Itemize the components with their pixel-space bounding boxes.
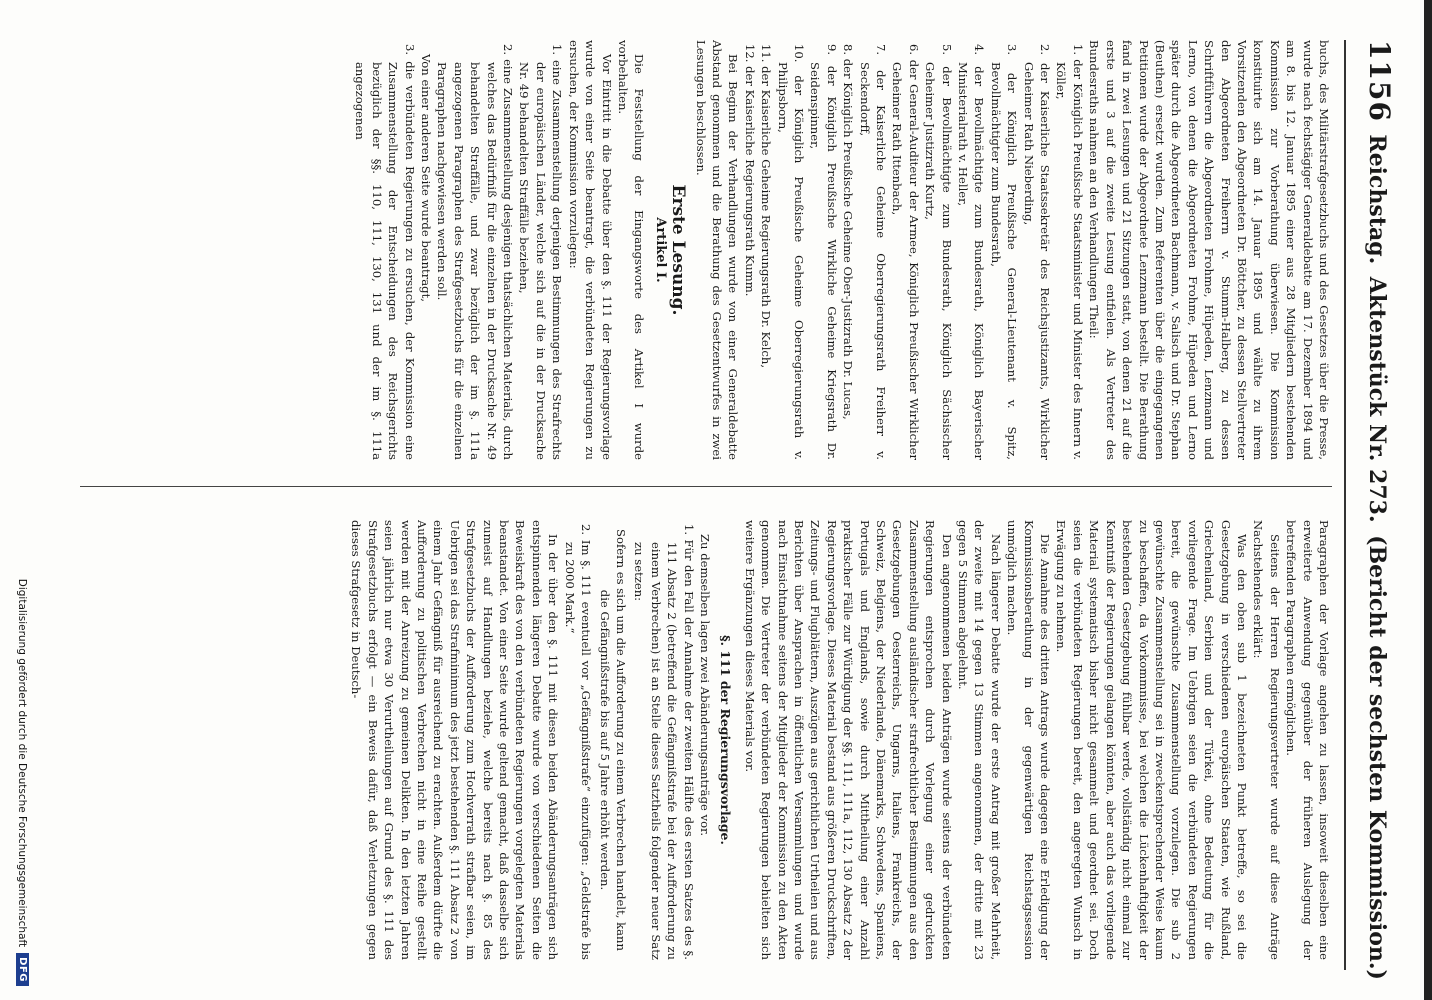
scan-edge (1424, 0, 1432, 1000)
paragraph: Bei Beginn der Verhandlungen wurde von einer Generaldebatte Abstand genommen und die Berathung des Gesetzentwurfes in zwei Lesungen beschlossen. (693, 40, 741, 460)
list-item: 1. Für den Fall der Annahme der zweiten Hälfte des ersten Satzes des §. 111 Absatz 2 (betreffend die Gefängnißstrafe bei der Aufforderung zu einem Verbrechen) ist an Stelle dieses Satztheils folgender neuer Satz zu setzen: (632, 524, 696, 960)
list-item: 2. eine Zusammenstellung desjenigen thatsächlichen Materials, durch welches das Bedürfniß für die einzelnen in der Drucksache Nr. 49 behandelten Straffälle, und zwar bezüglich der im §. 111a angezogenen Paragraphen des Strafgesetzbuchs für die einzelnen Paragraphen nachgewiesen werden soll. (435, 44, 516, 460)
paragraph: Die Annahme des dritten Antrags wurde dagegen eine Erledigung der Kommissionsberathung in der gegenwärtigen Reichstagssession unmöglich machen. (1005, 520, 1053, 960)
list-item: 7. der Kaiserliche Geheime Oberregierungsrath Freiherr v. Seckendorff, (857, 44, 889, 460)
paragraph: Von einer anderen Seite wurde beantragt, (419, 54, 434, 302)
left-column (80, 40, 1332, 460)
list-item: 1. der Königlich Preußische Staatsminister und Minister des Innern v. Köller, (1054, 44, 1085, 460)
paragraph: Seitens der Herren Regierungsvertreter wurde auf diese Anträge Nachstehendes erklärt: (1251, 520, 1282, 960)
paragraph: In der über den §. 111 mit diesen beiden Abänderungsanträgen sich entspinnenden längeren Debatte wurde von verschiedenen Seiten die Beweiskraft des von den verbündeten Regierungen vorgelegten Materials beanstandet. Von einer Seite wurde geltend gemacht, daß dasselbe sich zumeist auf Handlungen beziehe, welche bereits nach §. 85 des Strafgesetzbuchs der Aufforderung zum Hochverrath strafbar seien, im Uebrigen sei das Strafminimum des jetzt bestehenden §. 111 Absatz 2 von einem Jahr Gefängniß für ausreichend zu erachten. Außerdem dürfte die Aufforderung zu politischen Verbrechen nicht in eine Reihe gestellt werden mit der Anreizung zu gemeinen Delikten. In den letzten Jahren seien jährlich nur etwa 30 Verurtheilungen auf Grund des §. 111 des Strafgesetzbuchs erfolgt — ein Beweis dafür, daß Verletzungen gegen dieses Strafgesetz in Deutsch- (349, 520, 561, 960)
list-item: 2. Im §. 111 eventuell vor „Gefängnißstrafe“ einzufügen: „Geldstrafe bis zu 2000 Mark.“ (562, 524, 594, 960)
paragraph: Vor Eintritt in die Debatte über den §. 111 der Regierungsvorlage wurde von einer Seite beantragt, die verbündeten Regierungen zu ersuchen, der Kommission vorzulegen: (566, 40, 614, 460)
header-rule (1344, 40, 1346, 970)
page-number: 1156 (1363, 40, 1396, 122)
paragraph: Nach längerer Debatte wurde der erste Antrag mit großer Mehrheit, der zweite mit 14 gegen 13 Stimmen angenommen, der dritte mit 23 gegen 5 Stimmen abgelehnt. (956, 520, 1003, 960)
list-item: 2. der Kaiserliche Staatssekretär des Reichsjustizamts, Wirklicher Geheimer Rath Nieberding, (1021, 44, 1053, 460)
right-column (80, 520, 1332, 960)
reading-title: Erste Lesung. (668, 184, 689, 316)
dfg-logo: DFG (16, 953, 29, 986)
page-header (1356, 40, 1396, 980)
list-item: 9. der Königlich Preußische Wirkliche Geheime Kriegsrath Dr. Seidenspinner, (808, 44, 839, 460)
list-item: 11. der Kaiserliche Geheime Regierungsrath Dr. Kelch, (759, 44, 774, 369)
digitization-credit (16, 579, 29, 986)
section-title: §. 111 der Regierungsvorlage. (718, 635, 734, 845)
list-item: 3. die verbündeten Regierungen zu ersuchen, der Kommission eine Zusammenstellung der Entscheidungen des Reichsgerichts bezüglich der §§. 110, 111, 130, 131 und der im §. 111a angezogenen (353, 44, 417, 460)
paragraph: Zu demselben lagen zwei Abänderungsanträge vor. (697, 534, 712, 837)
list-item: 3. der Königlich Preußische General-Lieutenant v. Spitz, Bevollmächtigter zum Bundesrath, (988, 44, 1020, 460)
list-item: 8. der Königlich Preußische Geheime Ober-Justizrath Dr. Lucas, (841, 44, 856, 420)
header-center-label: Aktenstück Nr. 273. (1364, 276, 1390, 523)
paragraph: Den angenommenen beiden Anträgen wurde seitens der verbündeten Regierungen entsprochen durch Vorlegung einer gedruckten Zusammenstellung ausländischer strafrechtlicher Bestimmungen aus den Gesetzgebungen Oesterreichs, Ungarns, Italiens, Frankreichs, der Schweiz, Belgiens, der Niederlande, Dänemarks, Schwedens, Spaniens, Portugals und Englands, sowie durch Mittheilung einer Anzahl praktischer Fälle zur Würdigung der §§. 111, 111a, 112, 130 Absatz 2 der Regierungsvorlage. Dieses Material bestand aus größeren Druckschriften, Zeitungs- und Flugblättern, Auszügen aus gerichtlichen Urtheilen und aus Berichten über Ansprachen in öffentlichen Versammlungen und wurde nach Einsichtnahme seitens der Mitglieder der Kommission zu den Akten genommen. Die Vertreter der verbündeten Regierungen behielten sich weitere Ergänzungen dieses Materials vor. (742, 520, 954, 960)
quoted-sentence: Sofern es sich um die Aufforderung zu einem Verbrechen handelt, kann die Gefängnißstrafe bis auf 5 Jahre erhöht werden. (597, 529, 628, 951)
paragraph: Was den oben sub 1 bezeichneten Punkt betreffe, so sei die Gesetzgebung in verschiedenen europäischen Staaten, wie Rußland, Griechenland, Serbien und der Türkei, ohne Bedeutung für die vorliegende Frage. Im Uebrigen seien die verbündeten Regierungen bereit, die gewünschte Zusammenstellung vorzulegen. Die sub 2 gewünschte Zusammenstellung sei in zweckentsprechender Weise kaum zu beschaffen, da Vorkommnisse, bei welchen die Lückenhaftigkeit der bestehenden Gesetzgebung fühlbar werde, vollständig nicht einmal zur Kenntniß der Regierungen gelangen könnten, aber auch das vorliegende Material systematisch bisher nicht gesammelt und geordnet sei. Doch seien die verbündeten Regierungen bereit, den angeregten Wunsch in Erwägung zu nehmen. (1054, 520, 1249, 960)
header-right-label: (Bericht der sechsten Kommission.) (1364, 535, 1390, 980)
list-item: 1. eine Zusammenstellung derjenigen Bestimmungen des Strafrechts der europäischen Länder, welche sich auf die in der Drucksache Nr. 49 behandelten Straffälle beziehen, (517, 44, 565, 460)
paragraph: Paragraphen der Vorlage angehen zu lassen, insoweit dieselben eine erweiterte Anwendung gegenüber der früheren Auslegung der betreffenden Paragraphen ermöglichen. (1284, 520, 1331, 960)
paragraph: buchs, des Militärstrafgesetzbuchs und des Gesetzes über die Presse, wurde nach fechstägiger Generaldebatte am 17. Dezember 1894 und am 8. bis 12. Januar 1895 einer aus 28 Mitgliedern bestehenden Kommission zur Vorberathung überwiesen. Die Kommission konstituirte sich am 14. Januar 1895 und wählte zu ihrem Vorsitzenden den Abgeordneten Dr. Böttcher, zu dessen Stellvertreter den Abgeordneten Freiherrn v. Stumm-Halberg, zu dessen Schriftführern die Abgeordneten Frohme, Hüpeden, Lenzmann und Lerno, von denen die Abgeordneten Frohme, Hüpeden und Lerno später durch die Abgeordneten Bachmann, v. Salisch und Dr. Stephan (Beuthen) ersetzt wurden. Zum Referenten über die eingegangenen Petitionen wurde der Abgeordnete Lenzmann bestellt. Die Berathung fand in zwei Lesungen und 21 Sitzungen statt, von denen 21 auf die erste und 3 auf die zweite Lesung entfielen. Als Vertreter des Bundesraths nahmen an den Verhandlungen Theil: (1087, 40, 1331, 460)
header-left-label: Reichstag. (1364, 134, 1390, 265)
list-item: 5. der Bevollmächtigte zum Bundesrath, Königlich Sächsischer Geheimer Justizrath Kurtz, (923, 44, 954, 460)
credit-text: Digitalisierung gefördert durch die Deutsche Forschungsgemeinschaft (16, 578, 29, 948)
list-item: 6. der General-Auditeur der Armee, Königlich Preußischer Wirklicher Geheimer Rath Ittenbach, (890, 44, 921, 460)
article-title: Artikel I. (652, 217, 668, 283)
list-item: 4. der Bevollmächtigte zum Bundesrath, Königlich Bayerischer Ministerialrath v. Heller, (956, 44, 987, 460)
paragraph: Die Feststellung der Eingangsworte des Artikel I wurde vorbehalten. (615, 40, 647, 460)
list-item: 12. der Kaiserliche Regierungsrath Kumm. (742, 44, 757, 297)
list-item: 10. der Königlich Preußische Geheime Oberregierungsrath v. Philipsborn, (775, 44, 806, 460)
column-divider (80, 486, 1332, 487)
